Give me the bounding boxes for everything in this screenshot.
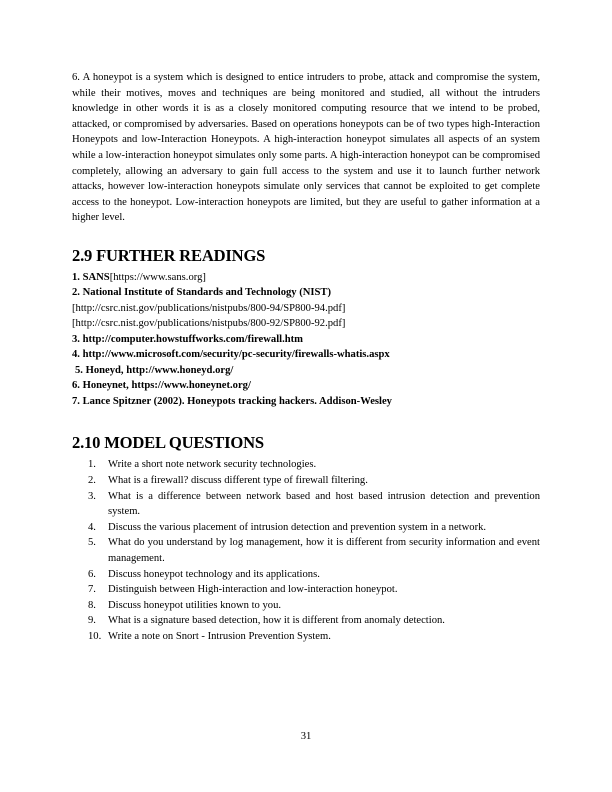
document-page (72, 70, 540, 645)
question-item: 8. Discuss honeypot utilities known to you. (88, 599, 282, 611)
question-item: 9. What is a signature based detection, how it is different from anomaly detection. (88, 615, 445, 627)
reading-item: [http://csrc.nist.gov/publications/nistpubs/800-92/SP800-92.pdf] (72, 318, 346, 330)
reading-item: 4. http://www.microsoft.com/security/pc-security/firewalls-whatis.aspx (72, 349, 390, 361)
question-item: 3. What is a difference between network based and host based intrusion detection and prevention system. (88, 490, 540, 518)
further-readings-list (72, 270, 540, 410)
question-item: 1. Write a short note network security technologies. (88, 459, 317, 471)
question-item: 7. Distinguish between High-interaction and low-interaction honeypot. (88, 584, 398, 596)
model-questions-heading: 2.10 MODEL QUESTIONS (72, 433, 264, 453)
reading-item: [http://csrc.nist.gov/publications/nistpubs/800-94/SP800-94.pdf] (72, 302, 346, 314)
reading-item: 6. Honeynet, https://www.honeynet.org/ (72, 380, 251, 392)
model-questions-list (72, 457, 540, 644)
intro-paragraph: 6. A honeypot is a system which is designed to entice intruders to probe, attack and compromise the system, while their motives, moves and techniques are being monitored and studied, all without the intruders knowledge in other words it is as a closely monitored computing resource that we intend to be probed, attacked, or compromised by adversaries. Based on operations honeypots can be of two types high-Interaction Honeypots and low-Interaction Honeypots. A high-interaction honeypot simulates all aspects of an system while a low-interaction honeypot simulates only some parts. A high-interaction honeypot can be compromised completely, allowing an adversary to gain full access to the system and use it to launch further network attacks, however low-interaction honeypots simulate only services that cannot be exploited to get complete access to the honeypot. Low-interaction honeypots are limited, but they are useful to gather information at a higher level. (72, 72, 540, 224)
question-item: 2. What is a firewall? discuss different type of firewall filtering. (88, 475, 368, 487)
reading-item: 5. Honeyd, http://www.honeyd.org/ (75, 364, 234, 376)
question-item: 4. Discuss the various placement of intrusion detection and prevention system in a network. (88, 521, 487, 533)
question-item: 10. Write a note on Snort - Intrusion Prevention System. (88, 630, 331, 642)
question-item: 5. What do you understand by log management, how it is different from security information and event management. (88, 537, 540, 564)
reading-item: 1. SANS[https://www.sans.org] (72, 271, 206, 283)
reading-item: 3. http://computer.howstuffworks.com/firewall.htm (72, 333, 303, 345)
question-item: 6. Discuss honeypot technology and its applications. (88, 568, 320, 580)
reading-item: 2. National Institute of Standards and Technology (NIST) (72, 287, 332, 299)
reading-item: 7. Lance Spitzner (2002). Honeypots tracking hackers. Addison-Wesley (72, 395, 392, 407)
page-number: 31 (300, 731, 312, 742)
further-readings-heading: 2.9 FURTHER READINGS (72, 245, 266, 265)
